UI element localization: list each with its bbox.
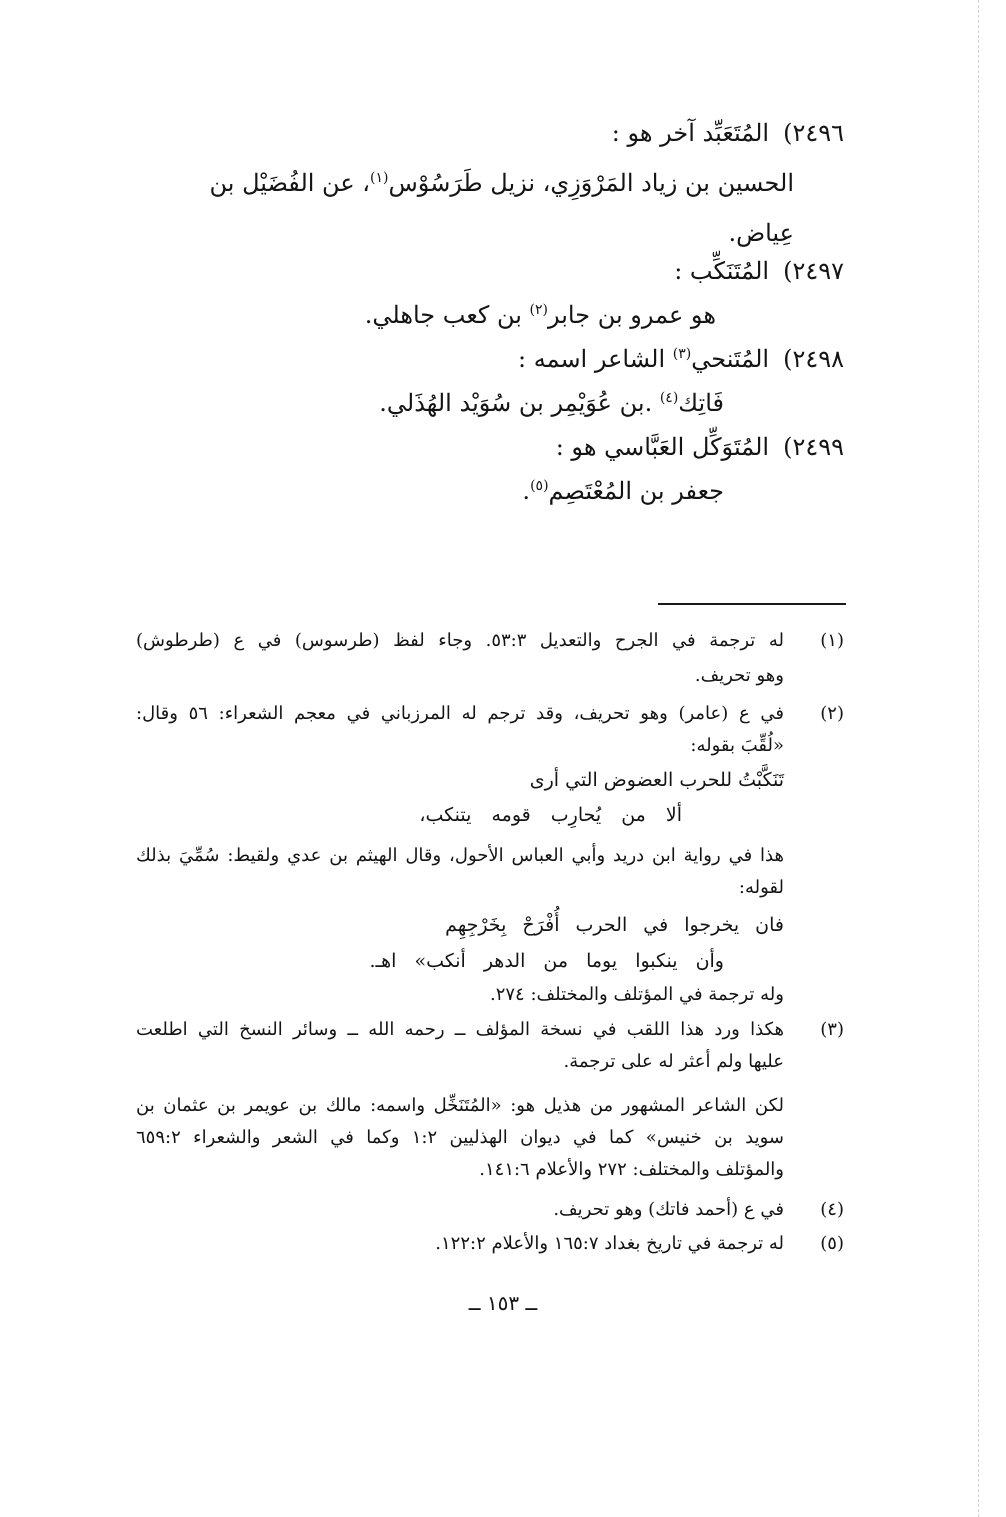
entry-number: ٢٤٩٨) (783, 345, 844, 373)
footnote-ref-4[interactable]: (٤) (659, 390, 679, 406)
footnote-text: له ترجمة في الجرح والتعديل ٥٣:٣. وجاء لفظ (طرسوس) في ع (طرطوش) (136, 630, 784, 651)
footnote-3-line-2: عليها ولم أعثر له على ترجمة. (563, 1051, 784, 1072)
entry-2499-heading (556, 430, 844, 464)
footnote-number: (٢) (820, 703, 844, 724)
footnote-number: (٣) (820, 1019, 844, 1040)
footnote-3-line-5: والمؤتلف والمختلف: ٢٧٢ والأعلام ١٤١:٦. (479, 1159, 784, 1180)
entry-title: المُتَعَبِّد آخر هو : (611, 119, 770, 147)
entry-number: ٢٤٩٧) (783, 257, 844, 285)
footnote-text: له ترجمة في تاريخ بغداد ١٦٥:٧ والأعلام ١٢٢:٢. (435, 1233, 784, 1254)
footnote-number: (٤) (820, 1199, 844, 1220)
book-page: ٢٤٩٦)المُتَعَبِّد آخر هو : الحسين بن زياد المَرْوَزِي، نزيل طَرَسُوْس$^{(١)}$، عن الفُضَيْل بن عِياض. ٢٤٩٧)المُتَنَكِّب : هو عمرو بن جابر$^{(٢)}$ بن كعب جاهلي. ٢٤٩٨)المُتَنحي$^{(٣)}$ الشاعر اسمه : فَاتِك$^{(٤)}$ .بن عُوَيْمِر بن سُوَيْد الهُذَلي. ٢٤٩٩)المُتَوَكِّل العَبَّاسي هو : جعفر بن المُعْتَصِم$^{(٥)}$. (١) له ترجمة في الجرح والتعديل ٥٣:٣. وجاء لفظ (طرسوس) في ع (طرطوش) وهو تحريف. (٢) في ع (عامر) وهو تحريف، وقد ترجم له المرزباني في معجم الشعراء: ٥٦ وقال: «لُقِّبَ بقوله: تَنَكَّبْتُ للحرب العضوض التي أرى ألا من يُحارِب قومه يتنكب، هذا في رواية ابن دريد وأبي العباس الأحول، وقال الهيثم بن عدي ولقيط: سُمِّيَ بذلك لقوله: فان يخرجوا في الحرب أُفْرَحْ بِخَرْجِهِم وأن ينكبوا يوما من الدهر أنكب» اهـ. وله ترجمة في المؤتلف والمختلف: ٢٧٤. (٣) هكذا ورد هذا اللقب في نسخة المؤلف ــ رحمه الله ــ وسائر النسخ التي اطلعت عليها ولم أعثر له على ترجمة. لكن الشاعر المشهور من هذيل هو: «المُتَنَخِّل واسمه: مالك بن عويمر بن عثمان بن سويد بن خنيس» كما في ديوان الهذليين ١:٢ وكما في الشعر والشعراء ٦٥٩:٢ والمؤتلف والمختلف: ٢٧٢ والأعلام ١٤١:٦. (٤) في ع (أحمد فاتك) وهو تحريف. (٥) له ترجمة في تاريخ بغداد ١٦٥:٧ والأعلام ١٢٢:٢. ــ ١٥٣ ــ (0, 0, 1006, 1517)
entry-2499-body: جعفر بن المُعْتَصِم$^{(٥)}$. (522, 477, 724, 505)
entry-number: ٢٤٩٩) (783, 433, 844, 461)
footnote-ref-3[interactable]: (٣) (672, 346, 692, 362)
footnote-ref-1[interactable]: (١) (370, 170, 389, 186)
page-number: ــ ١٥٣ ــ (468, 1291, 538, 1315)
verse-3: فان يخرجوا في الحرب أُفْرَحْ بِخَرْجِهِم (445, 914, 784, 936)
entry-2496-body-line-1: الحسين بن زياد المَرْوَزِي، نزيل طَرَسُوْس$^{(١)}$، عن الفُضَيْل بن (209, 169, 794, 197)
entry-title: المُتَوَكِّل العَبَّاسي هو : (555, 433, 770, 461)
footnote-text: في ع (أحمد فاتك) وهو تحريف. (553, 1199, 784, 1220)
footnote-ref-5[interactable]: (٥) (530, 478, 549, 494)
verse-1: تَنَكَّبْتُ للحرب العضوض التي أرى (529, 769, 784, 791)
entry-title: المُتَنحي (691, 345, 770, 373)
entry-2498-body: فَاتِك$^{(٤)}$ .بن عُوَيْمِر بن سُوَيْد الهُذَلي. (379, 389, 724, 417)
footnote-separator (658, 603, 846, 605)
entry-2497-body: هو عمرو بن جابر$^{(٢)}$ بن كعب جاهلي. (364, 301, 716, 329)
footnote-text: هكذا ورد هذا اللقب في نسخة المؤلف ــ رحمه الله ــ وسائر النسخ التي اطلعت (136, 1019, 784, 1040)
footnote-2-line-5: وله ترجمة في المؤتلف والمختلف: ٢٧٤. (489, 984, 784, 1005)
footnote-number: (١) (820, 630, 844, 651)
entry-2496-body-line-2: عِياض. (728, 219, 794, 247)
entry-title: المُتَنَكِّب : (674, 257, 770, 285)
entry-2496-heading (612, 116, 844, 150)
footnote-number: (٥) (820, 1233, 844, 1254)
verse-4: وأن ينكبوا يوما من الدهر أنكب» اهـ. (369, 950, 724, 972)
entry-2497-heading (674, 254, 844, 288)
footnote-2-line-4: لقوله: (738, 877, 784, 898)
entry-2498-heading: ٢٤٩٨)المُتَنحي$^{(٣)}$ الشاعر اسمه : (518, 342, 844, 376)
footnote-ref-2[interactable]: (٢) (529, 302, 548, 318)
footnote-text: في ع (عامر) وهو تحريف، وقد ترجم له المرزباني في معجم الشعراء: ٥٦ وقال: (136, 703, 784, 724)
footnote-2-line-2: «لُقِّبَ بقوله: (690, 735, 784, 756)
verse-2: ألا من يُحارِب قومه يتنكب، (419, 804, 682, 826)
entry-number: ٢٤٩٦) (783, 119, 844, 147)
footnote-1-line-2: وهو تحريف. (694, 665, 784, 686)
